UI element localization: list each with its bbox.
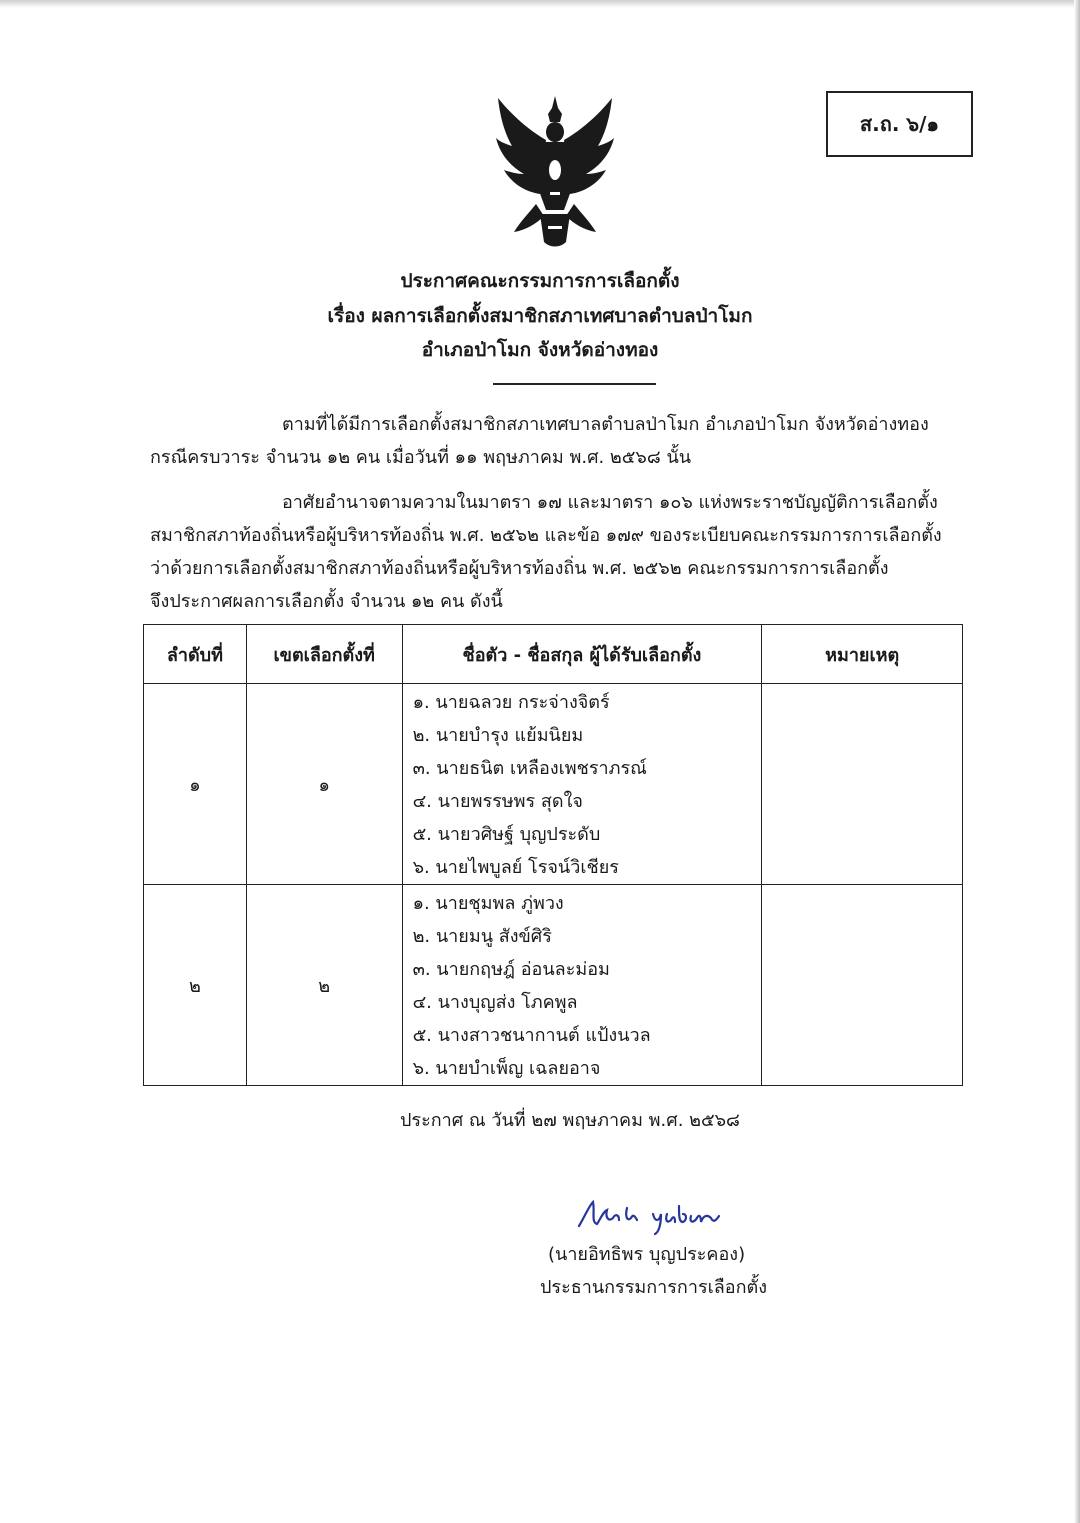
title-divider (493, 383, 656, 385)
elected-name: ๖. นายบำเพ็ญ เฉลยอาจ (412, 1058, 601, 1079)
elected-name: ๓. นายกฤษฎ์ อ่อนละม่อม (412, 959, 610, 980)
paragraph-1-line-2: กรณีครบวาระ จำนวน ๑๒ คน เมื่อวันที่ ๑๑ พฤษภาคม พ.ศ. ๒๕๖๘ นั้น (150, 447, 692, 468)
row-order: ๑ (144, 684, 247, 885)
row-note (762, 684, 963, 885)
elected-name: ๕. นายวศิษฐ์ บุญประดับ (412, 824, 601, 845)
elected-name: ๔. นางบุญส่ง โภคพูล (412, 992, 578, 1013)
title-line-1: ประกาศคณะกรรมการการเลือกตั้ง (400, 270, 680, 292)
handwritten-signature-icon (575, 1196, 725, 1236)
scan-edge-top (0, 0, 1080, 8)
title-line-2: เรื่อง ผลการเลือกตั้งสมาชิกสภาเทศบาลตำบลป่าโมก (327, 305, 753, 327)
row-district: ๒ (246, 885, 402, 1086)
elected-name: ๑. นายชุมพล ภู่พวง (412, 893, 564, 914)
elected-name: ๒. นายบำรุง แย้มนิยม (412, 725, 584, 746)
elected-name: ๔. นายพรรษพร สุดใจ (412, 791, 583, 812)
signer-title: ประธานกรรมการการเลือกตั้ง (540, 1277, 767, 1298)
form-code-box (826, 91, 973, 157)
header-note: หมายเหตุ (762, 625, 963, 684)
table-row (144, 684, 963, 885)
row-order: ๒ (144, 885, 247, 1086)
header-district: เขตเลือกตั้งที่ (246, 625, 402, 684)
row-names (402, 885, 762, 1086)
paragraph-1-line-1: ตามที่ได้มีการเลือกตั้งสมาชิกสภาเทศบาลตำบลป่าโมก อำเภอป่าโมก จังหวัดอ่างทอง (282, 414, 929, 435)
paragraph-2-line-3: ว่าด้วยการเลือกตั้งสมาชิกสภาท้องถิ่นหรือผู้บริหารท้องถิ่น พ.ศ. ๒๕๖๒ คณะกรรมการการเลือกตั้ง (150, 558, 889, 579)
paragraph-2-line-4: จึงประกาศผลการเลือกตั้ง จำนวน ๑๒ คน ดังนี้ (150, 591, 503, 612)
announcement-date: ประกาศ ณ วันที่ ๒๗ พฤษภาคม พ.ศ. ๒๕๖๘ (400, 1110, 740, 1131)
paragraph-2-line-2: สมาชิกสภาท้องถิ่นหรือผู้บริหารท้องถิ่น พ.ศ. ๒๕๖๒ และข้อ ๑๗๙ ของระเบียบคณะกรรมการการเลือกตั้ง (150, 525, 942, 546)
header-order: ลำดับที่ (144, 625, 247, 684)
elected-name: ๕. นางสาวชนากานต์ แป้งนวล (412, 1025, 651, 1046)
elected-name: ๑. นายฉลวย กระจ่างจิตร์ (412, 692, 610, 713)
table-header-row (144, 625, 963, 684)
paragraph-2-line-1: อาศัยอำนาจตามความในมาตรา ๑๗ และมาตรา ๑๐๖ แห่งพระราชบัญญัติการเลือกตั้ง (282, 492, 938, 513)
results-table (143, 624, 963, 1086)
form-code: ส.ถ. ๖/๑ (859, 112, 940, 136)
signer-name: (นายอิทธิพร บุญประคอง) (548, 1244, 746, 1265)
elected-name: ๖. นายไพบูลย์ โรจน์วิเชียร (412, 857, 619, 878)
table-row (144, 885, 963, 1086)
row-names (402, 684, 762, 885)
row-district: ๑ (246, 684, 402, 885)
garuda-emblem-icon (492, 92, 618, 250)
scan-edge-right (1074, 0, 1080, 1523)
elected-name: ๓. นายธนิต เหลืองเพชราภรณ์ (412, 758, 647, 779)
title-line-3: อำเภอป่าโมก จังหวัดอ่างทอง (421, 339, 659, 361)
header-names: ชื่อตัว - ชื่อสกุล ผู้ได้รับเลือกตั้ง (402, 625, 762, 684)
row-note (762, 885, 963, 1086)
elected-name: ๒. นายมนู สังข์ศิริ (412, 926, 552, 947)
